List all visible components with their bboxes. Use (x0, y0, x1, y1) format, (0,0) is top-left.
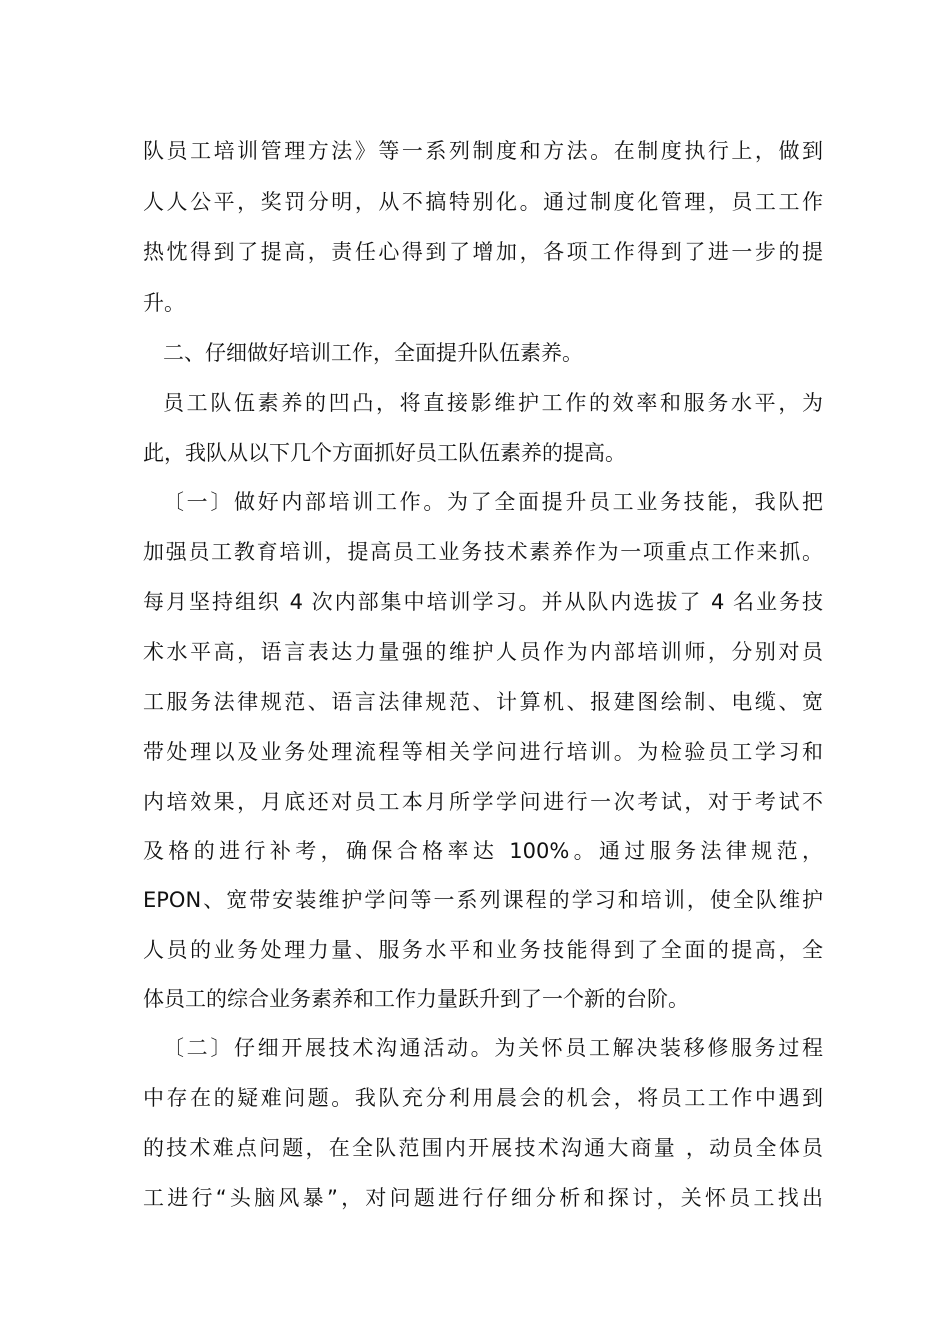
text-line: 内培效果，月底还对员工本月所学学问进行一次考试，对于考试不 (143, 790, 823, 814)
text-line: 热忱得到了提高，责任心得到了增加，各项工作得到了进一步的提 (143, 240, 823, 264)
section-heading: 二、仔细做好培训工作，全面提升队伍素养。 (163, 341, 583, 365)
text-line: 队员工培训管理方法》等一系列制度和方法。在制度执行上，做到 (143, 139, 823, 163)
text-line: 人人公平，奖罚分明，从不搞特别化。通过制度化管理，员工工作 (143, 190, 823, 214)
text-line: 术水平高，语言表达力量强的维护人员作为内部培训师，分别对员 (143, 640, 823, 664)
text-line: 每月坚持组织 4 次内部集中培训学习。并从队内选拔了 4 名业务技 (143, 590, 823, 614)
text-line: 工服务法律规范、语言法律规范、计算机、报建图绘制、电缆、宽 (143, 690, 823, 714)
text-line: 中存在的疑难问题。我队充分利用晨会的机会，将员工工作中遇到 (143, 1086, 823, 1110)
text-line: EPON、宽带安装维护学问等一系列课程的学习和培训，使全队维护 (143, 888, 823, 912)
text-line: 的技术难点问题，在全队范围内开展技术沟通大商量 ，动员全体员 (143, 1136, 823, 1160)
text-line: 〔二〕仔细开展技术沟通活动。为关怀员工解决装移修服务过程 (163, 1036, 823, 1060)
text-line: 带处理以及业务处理流程等相关学问进行培训。为检验员工学习和 (143, 740, 823, 764)
text-line: 人员的业务处理力量、服务水平和业务技能得到了全面的提高，全 (143, 938, 823, 962)
text-line: 此，我队从以下几个方面抓好员工队伍素养的提高。 (143, 441, 626, 465)
text-line: 〔一〕做好内部培训工作。为了全面提升员工业务技能，我队把 (163, 490, 823, 514)
text-line: 升。 (143, 291, 185, 315)
text-line: 体员工的综合业务素养和工作力量跃升到了一个新的台阶。 (143, 987, 689, 1011)
text-line: 加强员工教育培训，提高员工业务技术素养作为一项重点工作来抓。 (143, 540, 823, 564)
text-line: 工进行“头脑风暴”，对问题进行仔细分析和探讨，关怀员工找出 (143, 1186, 823, 1210)
text-line: 员工队伍素养的凹凸，将直接影维护工作的效率和服务水平，为 (163, 391, 823, 415)
text-line: 及格的进行补考，确保合格率达 100%。通过服务法律规范， (143, 839, 823, 863)
